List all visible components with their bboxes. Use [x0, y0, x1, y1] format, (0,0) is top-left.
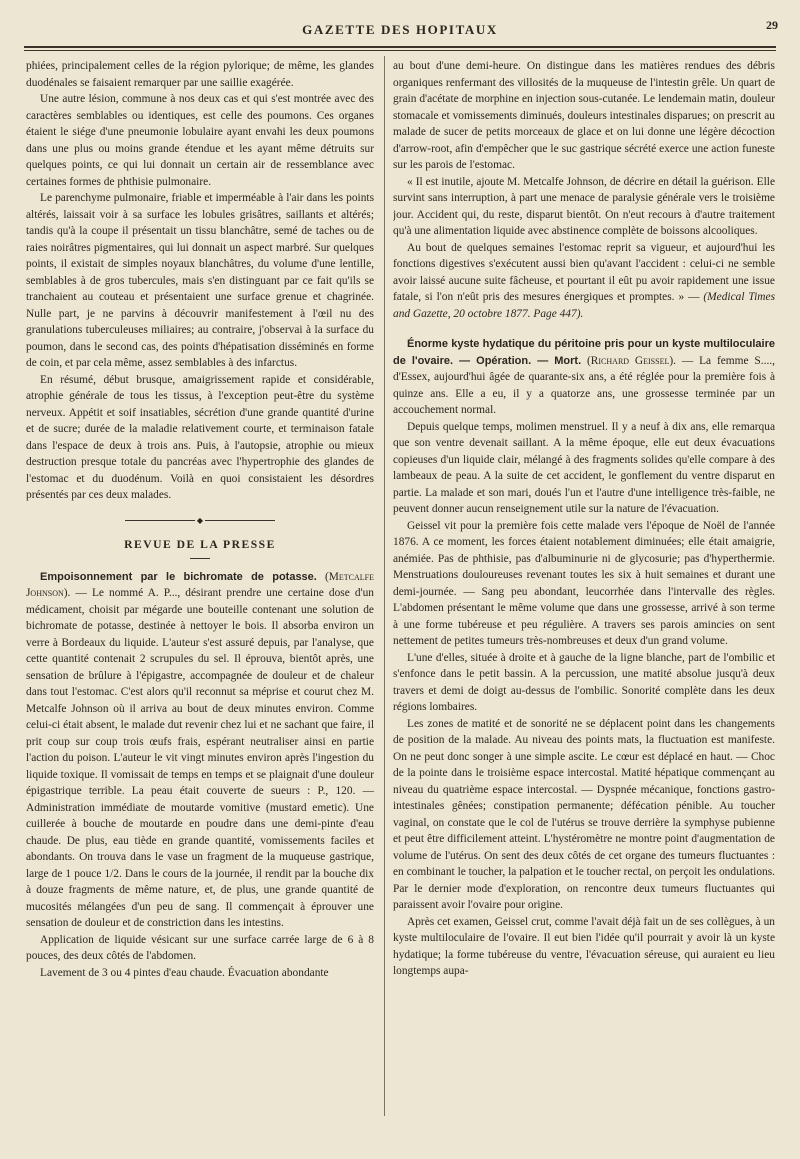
article-paragraph	[26, 569, 374, 932]
paragraph: L'une d'elles, située à droite et à gauche de la ligne blanche, part de l'ombilic et s'enfonce dans le petit bassin. A la percussion, une matité absolue jusqu'à deux travers et demi de doigt au-dessus de l'ombilic. Sonorité complète dans les deux régions lombaires.	[393, 651, 775, 713]
paragraph: phiées, principalement celles de la région pylorique; de même, les glandes duodénales se faisaient remarquer par une saillie exagérée.	[26, 60, 374, 89]
journal-title: GAZETTE DES HOPITAUX	[302, 22, 498, 37]
left-column	[26, 58, 374, 1148]
paragraph: « Il est inutile, ajoute M. Metcalfe Johnson, de décrire en détail la guérison. Elle survint sans interruption, à part une menace de paralysie générale vers le troisième jour. Accident qui, du reste, disparut bientôt. On n'eut recours à d'autre traitement qu'à une alimentation liquide avec abstinence complète de boissons alcooliques.	[393, 175, 775, 237]
article-author: (Metcalfe Johnson).	[26, 570, 374, 600]
article-text: — La femme S...., d'Essex, aujourd'hui âgée de quarante-six ans, a été réglée pour la première fois à quinze ans. Elle a eu, il y a quatorze ans, une grossesse terminée par un accouchement normal.	[393, 354, 775, 416]
paragraph: Les zones de matité et de sonorité ne se déplacent point dans les changements de position de la malade. Au niveau des points mats, la fluctuation est manifeste. On ne peut donc songer à une simple ascite. Le cœur est déplacé en haut. — Choc de la pointe dans le troisième espace intercostal. Matité hépatique commençant au niveau du quatrième espace intercostal. — Dyspnée mécanique, fonctions gastro-intestinales gênées; constipation permanente; défécation pénible. Au toucher vaginal, on constate que le col de l'utérus se trouve derrière la symphyse pubienne et peut être difficilement atteint. L'hystéromètre ne montre point d'augmentation de volume de l'utérus. On sent des deux côtés de cet organe des tumeurs fluctuantes : en combinant le toucher, la palpation et le toucher rectal, on perçoit les ondulations. Par le dernier mode d'exploration, on rencontre deux tumeurs fluctuantes qui paraissent avoir l'ovaire pour origine.	[393, 717, 775, 911]
column-divider	[384, 56, 385, 1116]
paragraph: En résumé, début brusque, amaigrissement rapide et considérable, atrophie générale de tous les tissus, à l'exception peut-être du système nerveux. Appétit et soif insatiables, sécrétion d'une grande quantité d'urine et de sucre; durée de la maladie relativement courte, et terminaison fatale dans l'espace de deux à trois ans. Puis, à l'autopsie, atrophie ou mieux destruction presque totale du pancréas avec l'hypertrophie des glandes de l'estomac et du duodénum. Voilà en quoi consistaient les désordres présentés par ces deux malades.	[26, 373, 374, 501]
article-title: Énorme kyste hydatique du péritoine pris pour un kyste multiloculaire de l'ovaire. — Opération. — Mort.	[393, 338, 775, 367]
paragraph	[393, 240, 775, 323]
paragraph: Depuis quelque temps, molimen menstruel. Il y a neuf à dix ans, elle remarqua que son ventre devenait saillant. A la même époque, elle eut deux évacuations copieuses d'un liquide clair, mélangé à des fragments solides qu'elle compare à des lambeaux de peau. A la suite de cet accident, le gonflement du ventre disparut en partie. La malade et son mari, doués l'un et l'autre d'une intelligence très-faible, ne peuvent donner aucun renseignement utile sur la nature de l'évacuation.	[393, 420, 775, 515]
section-rule	[190, 558, 210, 559]
article-text: — Le nommé A. P..., désirant prendre une certaine dose d'un médicament, choisit par mégarde une bouteille contenant une solution de bichromate de potasse, destinée à nettoyer le bois. Il absorba environ un verre à Bordeaux du liquide. L'auteur s'est assuré depuis, par l'analyse, que cette quantité contenait 2 scrupules du sel. Il éprouva, bientôt après, une sensation de brûlure à l'épigastre, accompagnée de douleur et de chaleur dans tout l'estomac. C'est alors qu'il reconnut sa méprise et courut chez M. Metcalfe Johnson où il arriva au bout de deux minutes environ. Comme celui-ci était absent, le malade dut revenir chez lui et ne sachant que faire, il prit coup sur coup trois œufs frais, espérant neutraliser ainsi en partie l'action du poison. L'auteur le vit vingt minutes environ après l'ingestion du liquide toxique. Il vomissait de temps en temps et se plaignait d'une douleur épigastrique terrible. La peau était couverte de sueurs : P., 120. — Administration immédiate de moutarde vomitive (mustard emetic). Une cuillerée à bouche de moutarde en poudre dans une demi-pinte d'eau chaude. De plus, eau tiède en grande quantité, vomissements faciles et abondants. On trouva dans le vase un fragment de la muqueuse gastrique, large de 1 pouce 1/2. Dans le cours de la journée, il rendit par la bouche dix à douze fragments de même nature, et, de plus, une grande quantité de mucosités mélangées d'un peu de sang. Il commençait à éprouver une sensation de douleur et de constriction dans les intestins.	[26, 587, 374, 930]
paragraph: Geissel vit pour la première fois cette malade vers l'époque de Noël de l'année 1876. A ce moment, les forces étaient notablement diminuées; elle était amaigrie, anémiée. Pas de phthisie, pas d'albuminurie ni de glycosurie; pas d'hyperthermie. Menstruations douloureuses revenant toutes les six à huit semaines et durant une demi-journée. — Sang peu abondant, leucorrhée dans l'intervalle des règles. L'abdomen présentant le même volume que dans une grossesse, arrivé à son terme à une forme tubéreuse et peu régulière. A travers ses parois amincies on sent nettement de petites tumeurs très-nombreuses et deux d'un grand volume.	[393, 519, 775, 647]
page-number: 29	[766, 18, 778, 32]
paragraph: Le parenchyme pulmonaire, friable et imperméable à l'air dans les points altérés, laissait voir à sa surface les lobules grisâtres, saillants et altérés; tandis qu'à la coupe il présentait un tissu blanchâtre, semé de taches ou de raies noirâtres pigmentaires, qui lui donnait un aspect marbré. Sur quelques points, il existait de simples noyaux blanchâtres, du volume d'une lentille, semblables à de gros tubercules, mais s'en distinguant par ce fait qu'ils se tranchaient au couteau et présentaient une surface grenue et chagrinée. Nulle part, je ne parvins à découvrir manifestement à l'œil nu des granulations tuberculeuses miliaires; au contraire, j'observai à la surface du poumon, dans le second cas, des points d'hépatisation disséminés en forme de coin, et par cela même, assez semblables à des infarctus.	[26, 192, 374, 369]
paragraph: Lavement de 3 ou 4 pintes d'eau chaude. Évacuation abondante	[40, 966, 329, 979]
header-rule-thin	[24, 50, 776, 51]
paragraph: Une autre lésion, commune à nos deux cas et qui s'est montrée avec des caractères semblables ou identiques, est celle des poumons. Ces organes étaient le siége d'une pneumonie lobulaire ayant envahi les deux poumons dans une plus ou moins grande étendue et les ayant même détruits sur quelques points, ce qui lui donnait un certain air de ressemblance avec certaines formes de phthisie pulmonaire.	[26, 93, 374, 188]
article-paragraph	[393, 336, 775, 419]
paragraph: Application de liquide vésicant sur une surface carrée large de 6 à 8 pouces, des deux côtés de l'abdomen.	[26, 933, 374, 963]
header-rule-thick	[24, 46, 776, 48]
paragraph: Après cet examen, Geissel crut, comme l'avait déjà fait un de ses collègues, à un kyste multiloculaire de l'ovaire. Il eut bien l'idée qu'il pourrait y avoir là un kyste hydatique; la forme tubéreuse du ventre, l'évacuation séreuse, qui auraient eu lieu longtemps aupa-	[393, 915, 775, 977]
section-heading: REVUE DE LA PRESSE	[124, 538, 276, 552]
source-citation: (Medical Times and Gazette, 20 octobre 1877. Page 447).	[393, 291, 775, 320]
page-header	[22, 16, 778, 46]
paragraph: au bout d'une demi-heure. On distingue dans les matières rendues des débris organiques renfermant des villosités de la muqueuse de l'intestin grêle. Un quart de grain d'acétate de morphine en injection sous-cutanée. Le lendemain matin, douleur stomacale et vomissements diminués, douleurs intestinales disparues; on prescrit au malade de sucer de petits morceaux de glace et on lui donne une légère décoction d'arrow-root, afin d'empêcher que le suc gastrique sécrété exerce une action funeste sur les parois de l'estomac.	[393, 60, 775, 171]
article-separator: ◆	[26, 513, 374, 530]
article-title: Empoisonnement par le bichromate de potasse.	[40, 570, 317, 583]
right-column	[393, 58, 775, 1148]
paragraph-text: Au bout de quelques semaines l'estomac reprit sa vigueur, et aujourd'hui les fonctions digestives s'exécutent aussi bien qu'avant l'accident : celui-ci ne semble avoir laissé aucune suite fâcheuse, et pourtant il eût pu avoir rapidement une issue fatale, si l'on n'eût pris des mesures énergiques et promptes. » —	[393, 241, 775, 303]
article-author: (Richard Geissel).	[587, 354, 676, 367]
